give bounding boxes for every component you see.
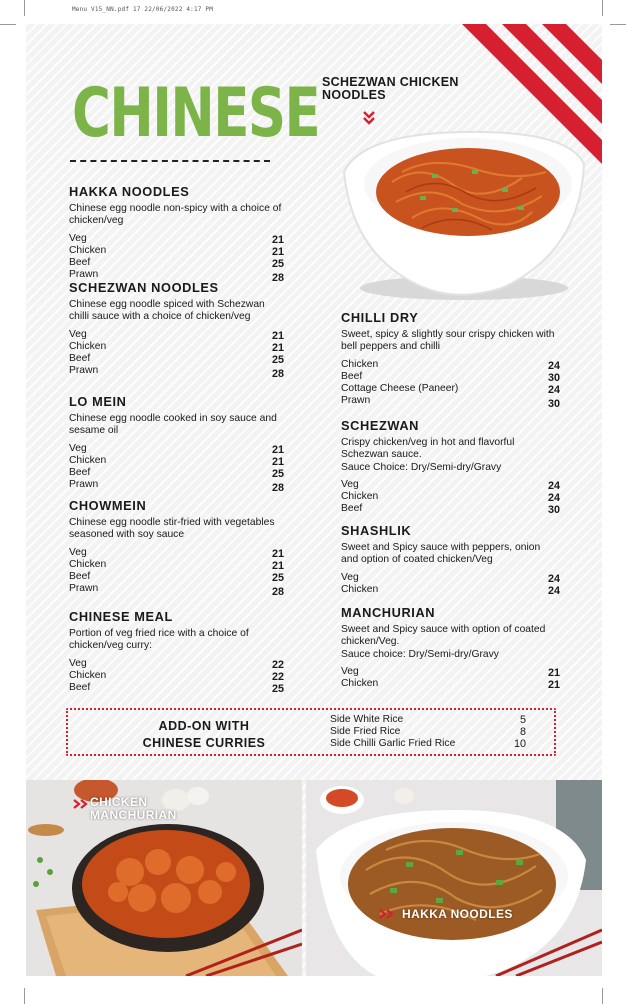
price-list bbox=[69, 658, 284, 694]
option-price: 21 bbox=[271, 341, 284, 354]
price-row bbox=[69, 329, 284, 341]
photo-label-line2: MANCHURIAN bbox=[90, 808, 177, 822]
menu-item bbox=[69, 184, 284, 284]
option-label: Prawn bbox=[69, 364, 99, 376]
option-price: 25 bbox=[271, 571, 284, 584]
price-list bbox=[341, 572, 560, 596]
option-price: 21 bbox=[547, 666, 560, 679]
price-list bbox=[69, 546, 284, 598]
hero-label: SCHEZWAN CHICKEN NOODLES bbox=[322, 75, 459, 102]
menu-item bbox=[69, 394, 284, 494]
option-price: 25 bbox=[271, 353, 284, 366]
price-row bbox=[69, 571, 284, 583]
menu-item-sauce-note: Sauce choice: Dry/Semi-dry/Gravy bbox=[341, 648, 499, 660]
option-price: 21 bbox=[271, 559, 284, 572]
option-price: 21 bbox=[271, 443, 284, 456]
price-row bbox=[69, 341, 284, 353]
hakka-noodles-photo bbox=[306, 780, 602, 976]
option-price: 21 bbox=[271, 245, 284, 258]
option-label: Chicken bbox=[341, 677, 379, 689]
price-list bbox=[69, 328, 284, 380]
addon-title bbox=[114, 718, 294, 752]
option-price: 21 bbox=[271, 233, 284, 246]
menu-item-description bbox=[69, 517, 284, 542]
price-row bbox=[69, 257, 284, 269]
menu-item-name: HAKKA NOODLES bbox=[69, 184, 190, 199]
title-divider bbox=[70, 160, 270, 162]
option-label: Beef bbox=[69, 570, 91, 582]
menu-item-description bbox=[69, 628, 284, 653]
option-price: 28 bbox=[271, 481, 284, 494]
price-row bbox=[69, 353, 284, 365]
price-row bbox=[69, 443, 284, 455]
menu-item-desc-text: Chinese egg noodle non-spicy with a choice of chicken/veg bbox=[69, 203, 282, 227]
price-row bbox=[69, 467, 284, 479]
option-price: 24 bbox=[547, 479, 560, 492]
option-price: 30 bbox=[547, 371, 560, 384]
photo-label-manchurian bbox=[90, 796, 177, 822]
menu-item bbox=[341, 523, 560, 596]
print-info: Menu V15_NN.pdf 17 22/06/2022 4:17 PM bbox=[72, 6, 214, 13]
menu-item bbox=[341, 605, 560, 690]
crop-mark bbox=[0, 24, 16, 25]
price-list bbox=[69, 232, 284, 284]
side-label: Side Chilli Garlic Fried Rice bbox=[330, 738, 456, 749]
menu-item-name: CHILLI DRY bbox=[341, 310, 419, 325]
menu-item bbox=[341, 310, 560, 410]
option-label: Veg bbox=[69, 328, 87, 340]
schezwan-noodles-photo bbox=[332, 112, 592, 308]
option-label: Veg bbox=[341, 571, 359, 583]
option-label: Prawn bbox=[69, 268, 99, 280]
side-label: Side White Rice bbox=[330, 714, 404, 725]
menu-item-sauce-note: Sauce Choice: Dry/Semi-dry/Gravy bbox=[341, 461, 502, 473]
menu-item-description bbox=[69, 299, 284, 324]
crop-mark bbox=[24, 988, 25, 1004]
option-price: 22 bbox=[271, 670, 284, 683]
option-price: 24 bbox=[547, 491, 560, 504]
option-label: Veg bbox=[69, 442, 87, 454]
addon-sides-list bbox=[330, 714, 526, 750]
menu-item-description bbox=[341, 624, 560, 661]
option-label: Beef bbox=[69, 352, 91, 364]
double-arrow-icon bbox=[378, 908, 396, 920]
menu-item-name: SCHEZWAN bbox=[341, 418, 420, 433]
crop-mark bbox=[24, 0, 25, 16]
option-label: Beef bbox=[341, 370, 363, 382]
option-label: Chicken bbox=[69, 558, 107, 570]
price-row bbox=[341, 383, 560, 395]
menu-item-description bbox=[69, 203, 284, 228]
menu-item bbox=[69, 609, 284, 694]
option-label: Prawn bbox=[69, 478, 99, 490]
price-row bbox=[341, 394, 560, 410]
price-row bbox=[69, 582, 284, 598]
addon-box bbox=[66, 708, 556, 756]
crop-mark bbox=[602, 0, 603, 16]
price-row bbox=[341, 503, 560, 515]
price-row bbox=[341, 572, 560, 584]
price-row bbox=[69, 364, 284, 380]
menu-item-description bbox=[69, 413, 284, 438]
option-price: 30 bbox=[547, 397, 560, 410]
option-label: Chicken bbox=[341, 490, 379, 502]
price-row bbox=[341, 371, 560, 383]
option-label: Veg bbox=[341, 478, 359, 490]
price-row bbox=[341, 666, 560, 678]
menu-item-name: CHOWMEIN bbox=[69, 498, 147, 513]
price-row bbox=[341, 359, 560, 371]
menu-item-name: LO MEIN bbox=[69, 394, 127, 409]
price-row bbox=[341, 678, 560, 690]
option-label: Veg bbox=[341, 665, 359, 677]
menu-item-desc-text: Sweet and Spicy sauce with peppers, onion and option of coated chicken/Veg bbox=[341, 542, 541, 566]
option-label: Beef bbox=[69, 681, 91, 693]
option-label: Prawn bbox=[69, 582, 99, 594]
addon-side-row bbox=[330, 726, 526, 738]
price-list bbox=[69, 442, 284, 494]
option-price: 21 bbox=[547, 678, 560, 691]
option-price: 30 bbox=[547, 503, 560, 516]
option-label: Chicken bbox=[341, 583, 379, 595]
price-row bbox=[69, 559, 284, 571]
menu-item-description bbox=[341, 329, 560, 354]
price-list bbox=[341, 358, 560, 410]
price-row bbox=[69, 245, 284, 257]
price-row bbox=[69, 547, 284, 559]
menu-item-desc-text: Chinese egg noodle cooked in soy sauce and sesame oil bbox=[69, 413, 277, 437]
side-label: Side Fried Rice bbox=[330, 726, 401, 737]
menu-item-desc-text: Sweet and Spicy sauce with option of coated chicken/Veg. bbox=[341, 624, 546, 648]
option-label: Cottage Cheese (Paneer) bbox=[341, 382, 459, 394]
price-row bbox=[69, 682, 284, 694]
menu-item-desc-text: Portion of veg fried rice with a choice of chicken/veg curry: bbox=[69, 628, 249, 652]
menu-item-description bbox=[341, 542, 560, 567]
option-label: Beef bbox=[69, 256, 91, 268]
option-label: Chicken bbox=[69, 454, 107, 466]
photo-label-line1: CHICKEN bbox=[90, 795, 148, 809]
option-price: 24 bbox=[547, 383, 560, 396]
option-label: Chicken bbox=[69, 244, 107, 256]
option-price: 28 bbox=[271, 367, 284, 380]
price-row bbox=[69, 478, 284, 494]
chicken-manchurian-photo bbox=[26, 780, 302, 976]
price-row bbox=[69, 233, 284, 245]
menu-item-desc-text: Crispy chicken/veg in hot and flavorful Schezwan sauce. bbox=[341, 437, 515, 461]
menu-item-desc-text: Chinese egg noodle spiced with Schezwan chilli sauce with a choice of chicken/veg bbox=[69, 299, 265, 323]
price-list bbox=[341, 666, 560, 690]
option-label: Veg bbox=[69, 232, 87, 244]
menu-item bbox=[341, 418, 560, 515]
menu-page bbox=[26, 24, 602, 976]
option-price: 21 bbox=[271, 455, 284, 468]
option-price: 21 bbox=[271, 547, 284, 560]
addon-title-line2: CHINESE CURRIES bbox=[142, 736, 266, 750]
option-label: Chicken bbox=[69, 669, 107, 681]
menu-item-name: SCHEZWAN NOODLES bbox=[69, 280, 219, 295]
option-label: Beef bbox=[341, 502, 363, 514]
option-price: 25 bbox=[271, 467, 284, 480]
price-row bbox=[69, 455, 284, 467]
price-row bbox=[69, 670, 284, 682]
price-row bbox=[341, 584, 560, 596]
addon-side-row bbox=[330, 714, 526, 726]
photo-label-hakka: HAKKA NOODLES bbox=[402, 907, 513, 921]
crop-mark bbox=[610, 24, 626, 25]
option-label: Veg bbox=[69, 546, 87, 558]
option-price: 24 bbox=[547, 584, 560, 597]
menu-item-name: SHASHLIK bbox=[341, 523, 412, 538]
option-label: Chicken bbox=[69, 340, 107, 352]
option-label: Veg bbox=[69, 657, 87, 669]
price-row bbox=[341, 491, 560, 503]
price-row bbox=[341, 479, 560, 491]
price-row bbox=[69, 658, 284, 670]
menu-item-desc-text: Sweet, spicy & slightly sour crispy chicken with bell peppers and chilli bbox=[341, 329, 555, 353]
menu-item bbox=[69, 280, 284, 380]
double-arrow-icon bbox=[72, 798, 90, 810]
price-list bbox=[341, 479, 560, 515]
price-row bbox=[69, 268, 284, 284]
option-price: 28 bbox=[271, 271, 284, 284]
menu-item-description bbox=[341, 437, 560, 474]
page-title: CHINESE bbox=[72, 74, 320, 153]
option-price: 28 bbox=[271, 585, 284, 598]
option-label: Chicken bbox=[341, 358, 379, 370]
option-price: 25 bbox=[271, 682, 284, 695]
option-price: 24 bbox=[547, 359, 560, 372]
option-price: 21 bbox=[271, 329, 284, 342]
menu-item bbox=[69, 498, 284, 598]
menu-item-name: CHINESE MEAL bbox=[69, 609, 173, 624]
side-price: 5 bbox=[519, 714, 526, 726]
side-price: 10 bbox=[513, 738, 526, 750]
menu-item-name: MANCHURIAN bbox=[341, 605, 436, 620]
crop-mark bbox=[602, 988, 603, 1004]
addon-title-line1: ADD-ON WITH bbox=[158, 719, 250, 733]
option-price: 24 bbox=[547, 572, 560, 585]
option-price: 22 bbox=[271, 658, 284, 671]
option-price: 25 bbox=[271, 257, 284, 270]
menu-item-desc-text: Chinese egg noodle stir-fried with vegetables seasoned with soy sauce bbox=[69, 517, 275, 541]
addon-side-row bbox=[330, 738, 526, 750]
side-price: 8 bbox=[519, 726, 526, 738]
option-label: Beef bbox=[69, 466, 91, 478]
option-label: Prawn bbox=[341, 394, 371, 406]
